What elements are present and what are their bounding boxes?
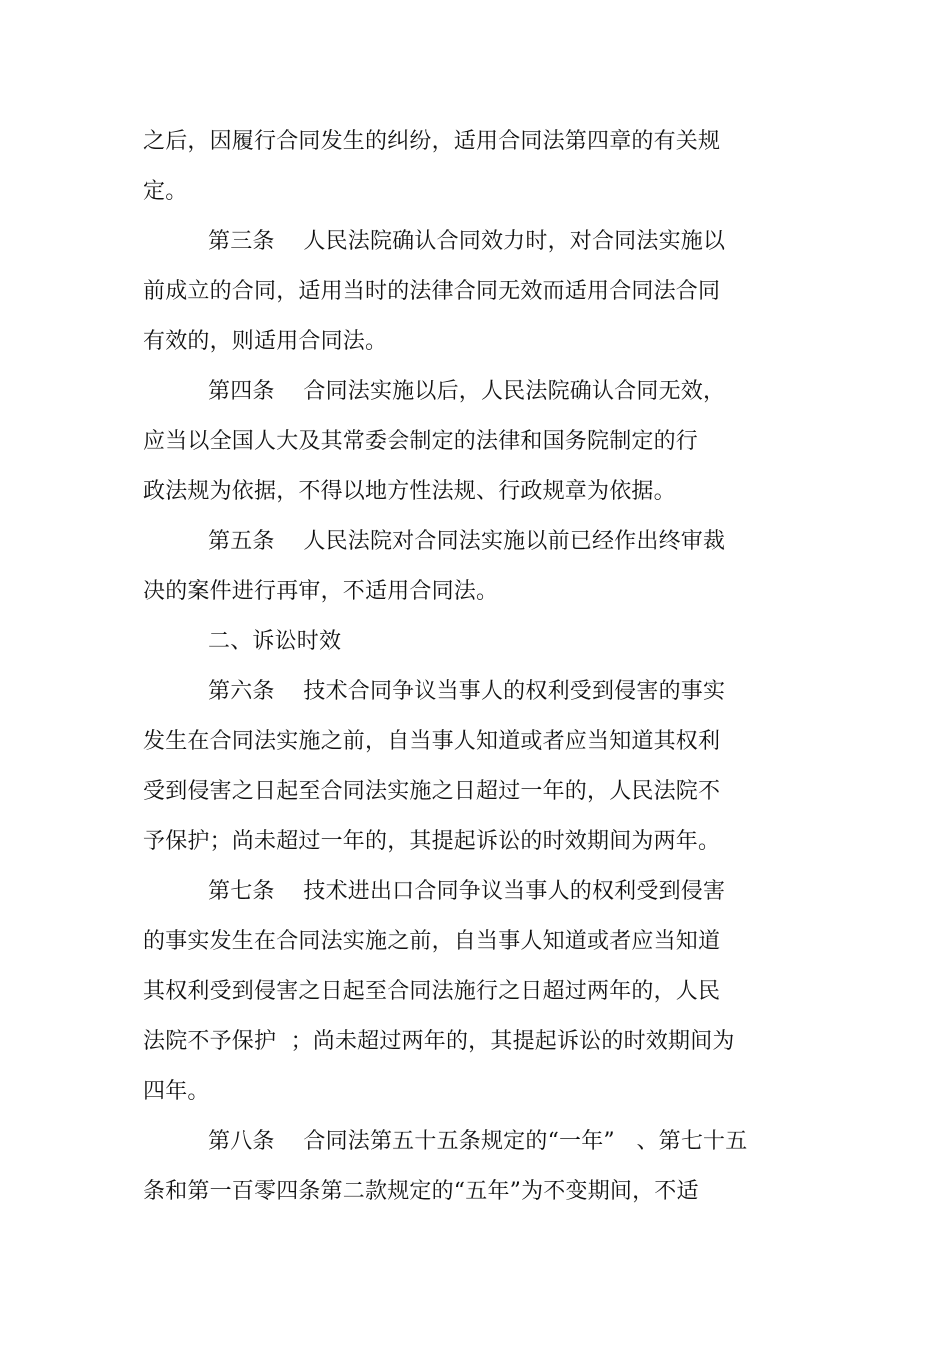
text-line: 法院不予保护 ；尚未超过两年的，其提起诉讼的时效期间为: [143, 1029, 735, 1054]
section-heading: 二、诉讼时效: [208, 629, 342, 654]
text-line: 条和第一百零四条第二款规定的“五年”为不变期间，不适: [143, 1179, 699, 1204]
text-line: 发生在合同法实施之前，自当事人知道或者应当知道其权利: [143, 729, 721, 754]
text-line: 予保护；尚未超过一年的，其提起诉讼的时效期间为两年。: [143, 829, 721, 854]
text-line: 定。: [143, 179, 188, 204]
article-5-heading-line: 第五条 人民法院对合同法实施以前已经作出终审裁: [208, 529, 726, 554]
article-8-heading-line: 第八条 合同法第五十五条规定的“一年” 、第七十五: [208, 1129, 748, 1154]
article-3-heading-line: 第三条 人民法院确认合同效力时，对合同法实施以: [208, 229, 726, 254]
article-6-heading-line: 第六条 技术合同争议当事人的权利受到侵害的事实: [208, 679, 726, 704]
text-line: 政法规为依据，不得以地方性法规、行政规章为依据。: [143, 479, 676, 504]
text-line: 受到侵害之日起至合同法实施之日超过一年的，人民法院不: [143, 779, 721, 804]
text-line: 其权利受到侵害之日起至合同法施行之日超过两年的，人民: [143, 979, 721, 1004]
text-line: 四年。: [143, 1079, 210, 1104]
text-line: 有效的，则适用合同法。: [143, 329, 388, 354]
text-line: 决的案件进行再审，不适用合同法。: [143, 579, 499, 604]
article-7-heading-line: 第七条 技术进出口合同争议当事人的权利受到侵害: [208, 879, 726, 904]
text-line: 前成立的合同，适用当时的法律合同无效而适用合同法合同: [143, 279, 721, 304]
article-4-heading-line: 第四条 合同法实施以后，人民法院确认合同无效，: [208, 379, 726, 404]
text-line: 应当以全国人大及其常委会制定的法律和国务院制定的行: [143, 429, 699, 454]
text-line: 的事实发生在合同法实施之前，自当事人知道或者应当知道: [143, 929, 721, 954]
text-line: 之后，因履行合同发生的纠纷，适用合同法第四章的有关规: [143, 129, 721, 154]
